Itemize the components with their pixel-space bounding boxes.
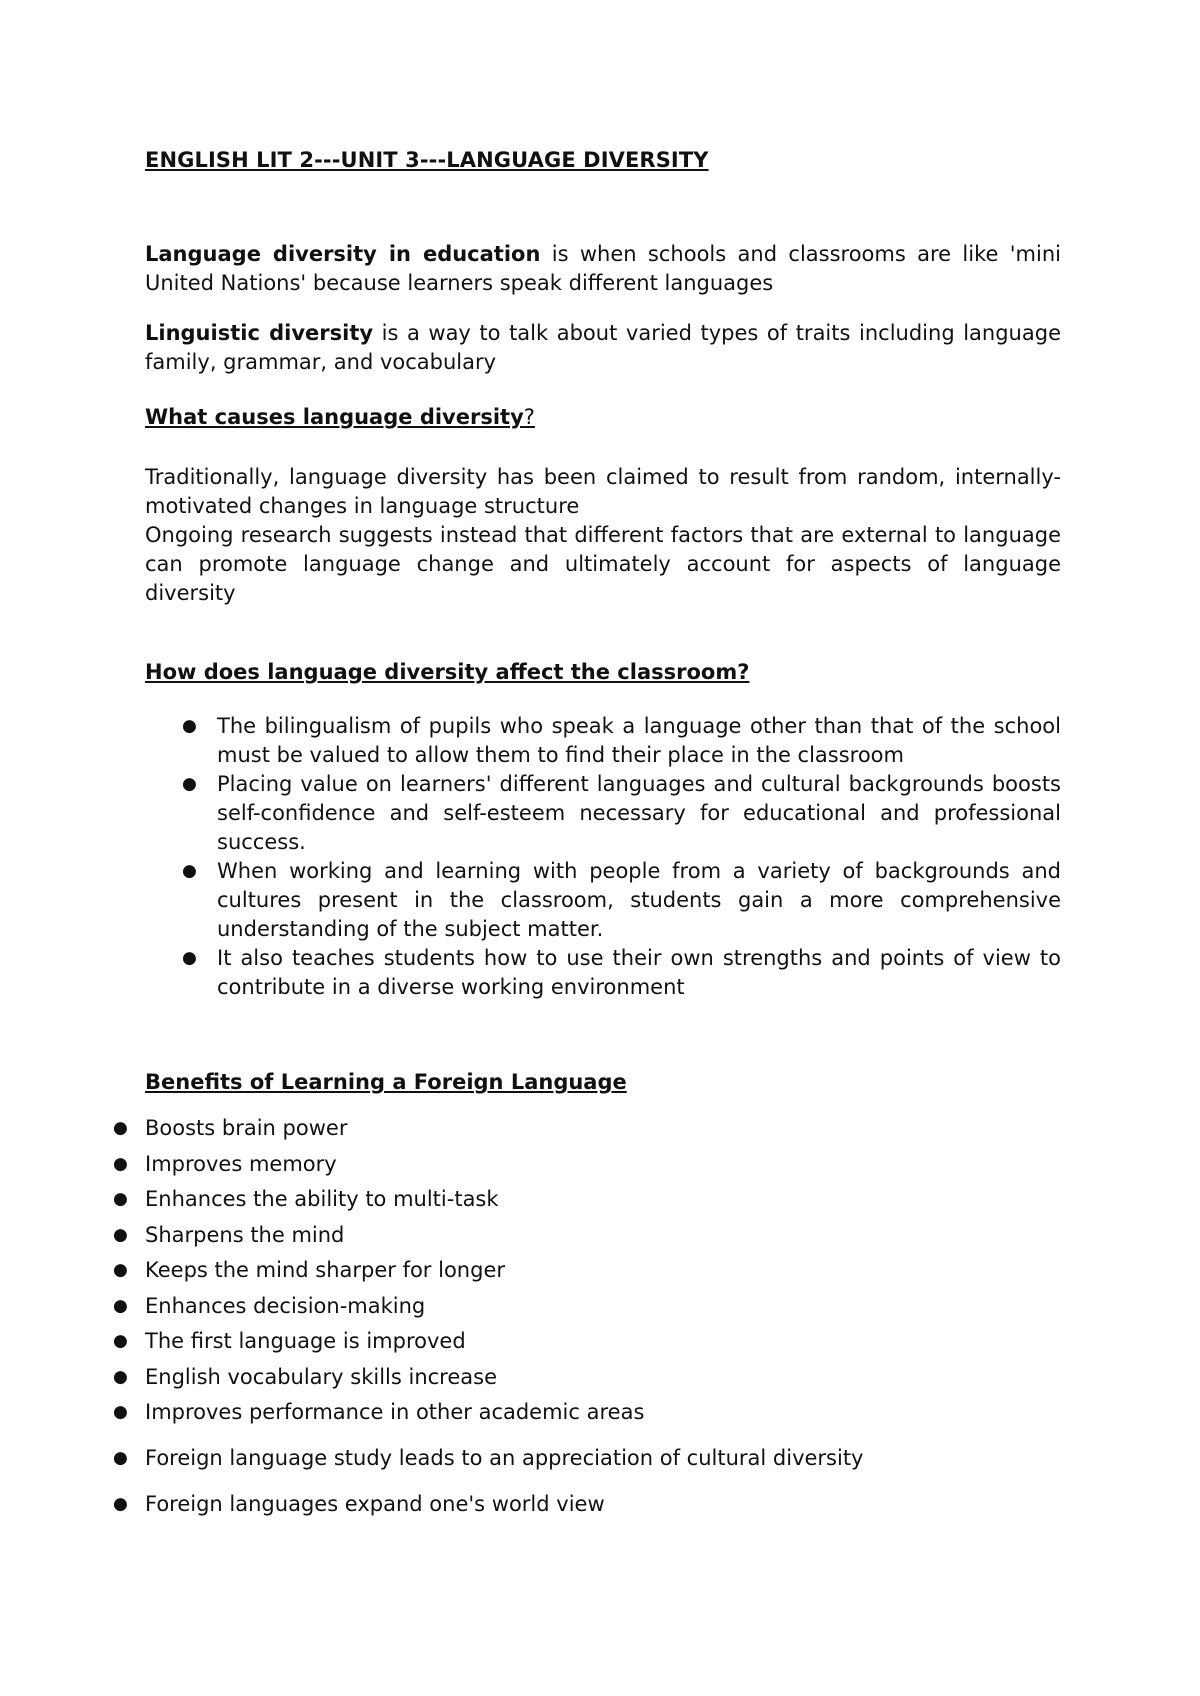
bullet-icon: ● — [113, 1493, 128, 1514]
definition-text: is a way to talk about varied types of traits including language family, grammar, and vocabulary — [145, 321, 1061, 374]
list-item — [113, 1185, 1061, 1221]
causes-paragraph-2: Ongoing research suggests instead that different factors that are external to language can promote language change and ultimately account for aspects of language diversity — [145, 523, 1061, 605]
causes-paragraph-1: Traditionally, language diversity has been claimed to result from random, internally-motivated changes in language structure — [145, 465, 1061, 518]
list-item-text: When working and learning with people from a variety of backgrounds and cultures present in the classroom, students gain a more comprehensive understanding of the subject matter. — [217, 859, 1061, 941]
benefits-heading: Benefits of Learning a Foreign Language — [145, 1070, 627, 1094]
list-item — [113, 1114, 1061, 1150]
bullet-icon: ● — [113, 1153, 128, 1174]
list-item-text: Enhances decision-making — [145, 1293, 426, 1318]
bullet-icon: ● — [182, 774, 197, 794]
list-item — [113, 1398, 1061, 1434]
document-title: ENGLISH LIT 2---UNIT 3---LANGUAGE DIVERSITY — [145, 148, 709, 172]
list-item — [113, 1480, 1061, 1526]
list-item — [113, 1327, 1061, 1363]
list-item — [113, 1434, 1061, 1480]
list-item — [113, 1150, 1061, 1186]
classroom-heading: How does language diversity affect the classroom? — [145, 660, 750, 684]
list-item-text: Enhances the ability to multi-task — [145, 1187, 499, 1211]
bullet-icon: ● — [182, 861, 197, 881]
list-item-text: Placing value on learners' different languages and cultural backgrounds boosts self-confidence and self-esteem necessary for educational and professional success. — [217, 772, 1061, 854]
list-item-text: The first language is improved — [145, 1329, 466, 1353]
bullet-icon: ● — [113, 1260, 128, 1280]
bullet-icon: ● — [113, 1447, 128, 1468]
causes-heading-main: What causes language diversity — [145, 405, 524, 429]
list-item — [182, 770, 1061, 857]
list-item — [182, 857, 1061, 944]
bullet-icon: ● — [113, 1402, 128, 1422]
bullet-icon: ● — [113, 1295, 128, 1316]
causes-heading-tail: ? — [523, 405, 535, 429]
list-item — [182, 712, 1061, 770]
list-item-text: Keeps the mind sharper for longer — [145, 1258, 505, 1282]
list-item-text: Boosts brain power — [145, 1116, 348, 1140]
bullet-icon: ● — [113, 1224, 128, 1245]
list-item-text: English vocabulary skills increase — [145, 1364, 498, 1389]
definition-term: Linguistic diversity — [145, 321, 374, 345]
list-item-text: The bilingualism of pupils who speak a language other than that of the school must be valued to allow them to find their place in the classroom — [217, 714, 1061, 767]
bullet-icon: ● — [113, 1331, 128, 1351]
list-item — [113, 1221, 1061, 1257]
list-item-text: Improves performance in other academic areas — [145, 1400, 645, 1424]
definition-linguistic-diversity — [145, 319, 1061, 377]
list-item — [113, 1363, 1061, 1399]
bullet-icon: ● — [182, 716, 197, 736]
bullet-icon: ● — [113, 1366, 128, 1387]
list-item — [113, 1292, 1061, 1328]
bullet-icon: ● — [182, 948, 197, 968]
benefits-list — [113, 1114, 1061, 1526]
list-item-text: Foreign languages expand one's world view — [145, 1491, 605, 1516]
definition-language-diversity — [145, 240, 1061, 298]
definition-term: Language diversity in education — [145, 242, 541, 266]
classroom-list — [145, 712, 1061, 1002]
list-item — [113, 1256, 1061, 1292]
definition-text: is when schools and classrooms are like 'mini United Nations' because learners speak different languages — [145, 242, 1061, 295]
list-item — [182, 944, 1061, 1002]
list-item-text: Improves memory — [145, 1151, 337, 1176]
list-item-text: It also teaches students how to use their own strengths and points of view to contribute in a diverse working environment — [217, 946, 1061, 999]
bullet-icon: ● — [113, 1118, 128, 1138]
list-item-text: Foreign language study leads to an appreciation of cultural diversity — [145, 1445, 864, 1470]
bullet-icon: ● — [113, 1189, 128, 1209]
list-item-text: Sharpens the mind — [145, 1222, 345, 1247]
causes-heading — [145, 403, 535, 432]
